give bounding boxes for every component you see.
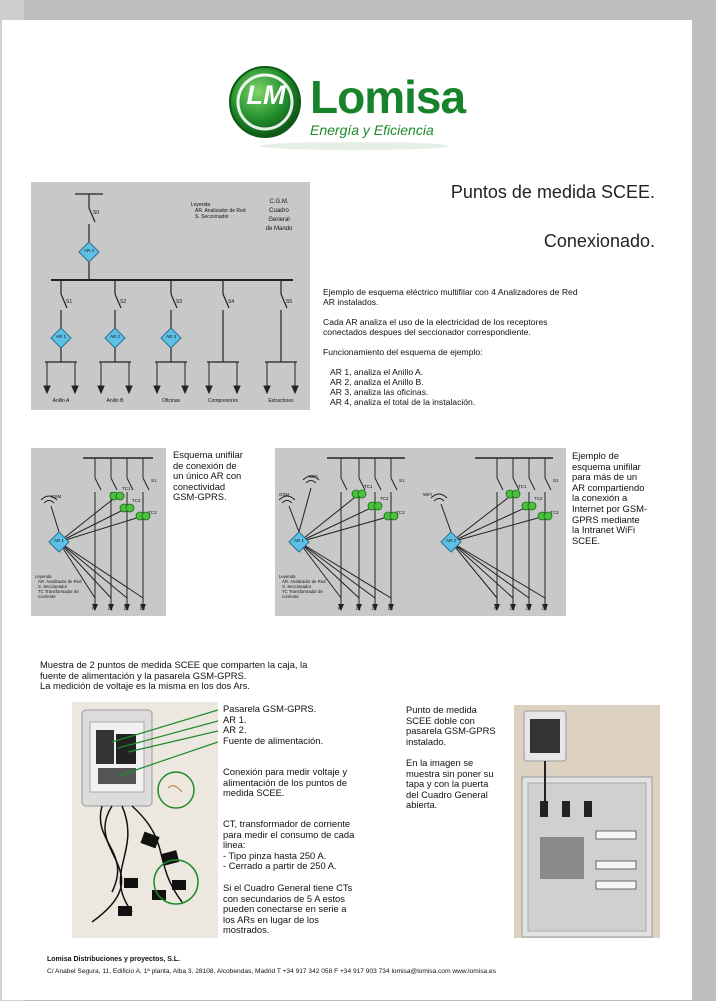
logo-initials: LM [246, 80, 286, 110]
phase-label: L3 [388, 606, 394, 611]
legend-item: TC Transformador de Corriente [38, 589, 79, 599]
wifi-label: WiFi [423, 492, 432, 497]
phase-label: L1 [356, 606, 362, 611]
tc-label: TC1 [518, 484, 527, 489]
ct-note [223, 819, 363, 872]
phase-label: L1 [510, 606, 516, 611]
switch-label: S1 [553, 478, 559, 483]
switch-label: S3 [176, 299, 183, 305]
switch-s0-label: S0 [93, 210, 100, 216]
voltage-note: Conexión para medir voltaje y alimentación de los puntos de medida SCEE. [223, 766, 348, 799]
legend-item: S. Seccionador [195, 214, 229, 220]
phase-label: L2 [124, 606, 130, 611]
phase-label: N [338, 606, 342, 611]
footer-address: C/ Anabel Segura, 11, Edificio A, 1ª planta, Alba 3, 28108, Alcobendas, Madrid T +34 917 342 058 F +34 917 903 734 lomisa@lomisa.com www.lomisa.es [47, 968, 496, 975]
legend-item: TC Transformador de corriente [282, 589, 323, 599]
unifilar-diagram-single [31, 448, 166, 616]
component-item: AR 1. [223, 713, 247, 725]
page-subtitle: Conexionado. [543, 231, 655, 251]
ct-line: linea: [223, 839, 246, 851]
tc-label: TC2 [534, 496, 543, 501]
switch-label: S2 [120, 299, 127, 305]
installed-photo-drawing [514, 705, 660, 938]
tc-label: TC1 [122, 486, 131, 491]
tc-label: TC2 [380, 496, 389, 501]
multifilar-diagram [31, 182, 310, 410]
tc-label: TC3 [550, 510, 559, 515]
phase-label: L3 [542, 606, 548, 611]
legend-item: AR. Analizador de Red [282, 579, 326, 584]
brand-tagline: Energía y Eficiencia [310, 122, 434, 138]
component-item: Pasarela GSM-GPRS. [223, 703, 317, 714]
list-item: AR 2, analiza el Anillo B. [330, 377, 424, 387]
component-item: AR 2. [223, 724, 247, 736]
tc-label: TC1 [364, 484, 373, 489]
sample-components [223, 704, 373, 746]
ct-secondary-note: Si el Cuadro General tiene CTs con secundarios de 5 A estos pueden conectarse en serie a los ARs en lugar de los mostrados. [223, 882, 353, 936]
legend-title: Leyenda [191, 202, 211, 208]
gsm-label: GSM [51, 494, 62, 499]
cgm-label [259, 198, 299, 234]
logo [224, 62, 474, 154]
phase-label: L3 [140, 606, 146, 611]
installed-photo [514, 705, 660, 938]
legend-item: S. Seccionador [282, 584, 312, 589]
tc-label: TC3 [396, 510, 405, 515]
intro-line: fuente de alimentación y la pasarela GSM-GPRS. [40, 669, 247, 681]
caption-shared: Ejemplo de esquema unifilar para más de un AR compartiendo la conexión a Internet por GSM-GPRS mediante la Intranet WiFi SCEE. [572, 450, 648, 546]
legend-title: Leyenda [279, 574, 296, 579]
switch-label: S1 [151, 478, 157, 483]
description-list [323, 367, 581, 407]
phase-label: L1 [108, 606, 114, 611]
sample-photo-drawing [72, 702, 218, 938]
tc-label: TC2 [132, 498, 141, 503]
branch-label: Oficinas [161, 398, 181, 404]
legend [279, 574, 334, 599]
tc-label: TC3 [148, 510, 157, 515]
legend-title: Leyenda [35, 574, 52, 579]
branch-label: Anillo A [52, 398, 70, 404]
ar-label: AR 2 [109, 334, 120, 339]
cgm-line: de Mando [265, 226, 293, 232]
ar-label: AR 2 [445, 538, 456, 543]
sample-photo [72, 702, 218, 938]
page-title: Puntos de medida SCEE. [450, 182, 655, 202]
legend [35, 574, 86, 599]
switch-label: S4 [228, 299, 235, 305]
cgm-line: C.G.M. [269, 199, 289, 205]
ct-line: para medir el consumo de cada [223, 828, 355, 840]
description-p3: Funcionamiento del esquema de ejemplo: [323, 347, 483, 357]
phase-label: N [92, 606, 96, 611]
switch-label: S1 [399, 478, 405, 483]
cgm-line: General [268, 217, 290, 223]
component-item: Fuente de alimentación. [223, 734, 324, 746]
intro-line: Muestra de 2 puntos de medida SCEE que comparten la caja, la [40, 659, 308, 670]
legend [191, 202, 246, 220]
wifi-label: WiFi [309, 474, 318, 479]
branch-label: Anillo B [106, 398, 124, 404]
ct-line: CT, transformador de corriente [223, 818, 351, 829]
unifilar-diagram-shared [275, 448, 566, 616]
ar-label: AR 3 [165, 334, 176, 339]
cgm-line: Cuadro [269, 208, 289, 214]
sample-intro [40, 660, 350, 692]
list-item: AR 1, analiza el Anillo A. [330, 367, 424, 377]
intro-line: La medición de voltaje es la misma en los dos Ars. [40, 680, 250, 692]
branch-label: Compresores [207, 398, 238, 404]
legend-item: S. Seccionador [38, 584, 68, 589]
legend-item: AR. Analizador de Red [195, 208, 246, 214]
list-item: AR 3, analiza las oficinas. [330, 387, 429, 397]
footer-company: Lomisa Distribuciones y proyectos, S.L. [47, 956, 181, 963]
ar-label: AR 1 [55, 334, 66, 339]
ar-label: AR 1 [293, 538, 304, 543]
phase-label: N [494, 606, 498, 611]
gsm-label: GSM [279, 492, 290, 497]
ct-line: - Tipo pinza hasta 250 A. [223, 849, 327, 861]
ar-label: AR 1 [53, 538, 64, 543]
legend-item: AR. Analizador de Red [38, 579, 82, 584]
list-item: AR 4, analiza el total de la instalación. [330, 397, 476, 407]
installed-note: En la imagen se muestra sin poner su tapa y con la puerta del Cuadro General abierta. [406, 757, 494, 811]
phase-label: L2 [526, 606, 532, 611]
switch-label: S5 [286, 299, 293, 305]
switch-label: S1 [66, 299, 73, 305]
description-p2: Cada AR analiza el uso de la electricidad de los receptores conectados despues del seccionador correspondiente. [323, 317, 548, 337]
installed-caption: Punto de medida SCEE doble con pasarela GSM-GPRS instalado. [406, 704, 496, 747]
description-p1: Ejemplo de esquema eléctrico multifilar con 4 Analizadores de Red AR instalados. [323, 287, 578, 307]
ct-line: - Cerrado a partir de 250 A. [223, 860, 337, 872]
ar4-label: AR 4 [83, 248, 94, 253]
description [323, 287, 581, 407]
caption-single: Esquema unifilar de conexión de un único AR con conectividad GSM-GPRS. [173, 449, 243, 503]
brand-name: Lomisa [310, 71, 466, 123]
phase-label: L2 [372, 606, 378, 611]
branch-label: Extractores [268, 398, 294, 404]
